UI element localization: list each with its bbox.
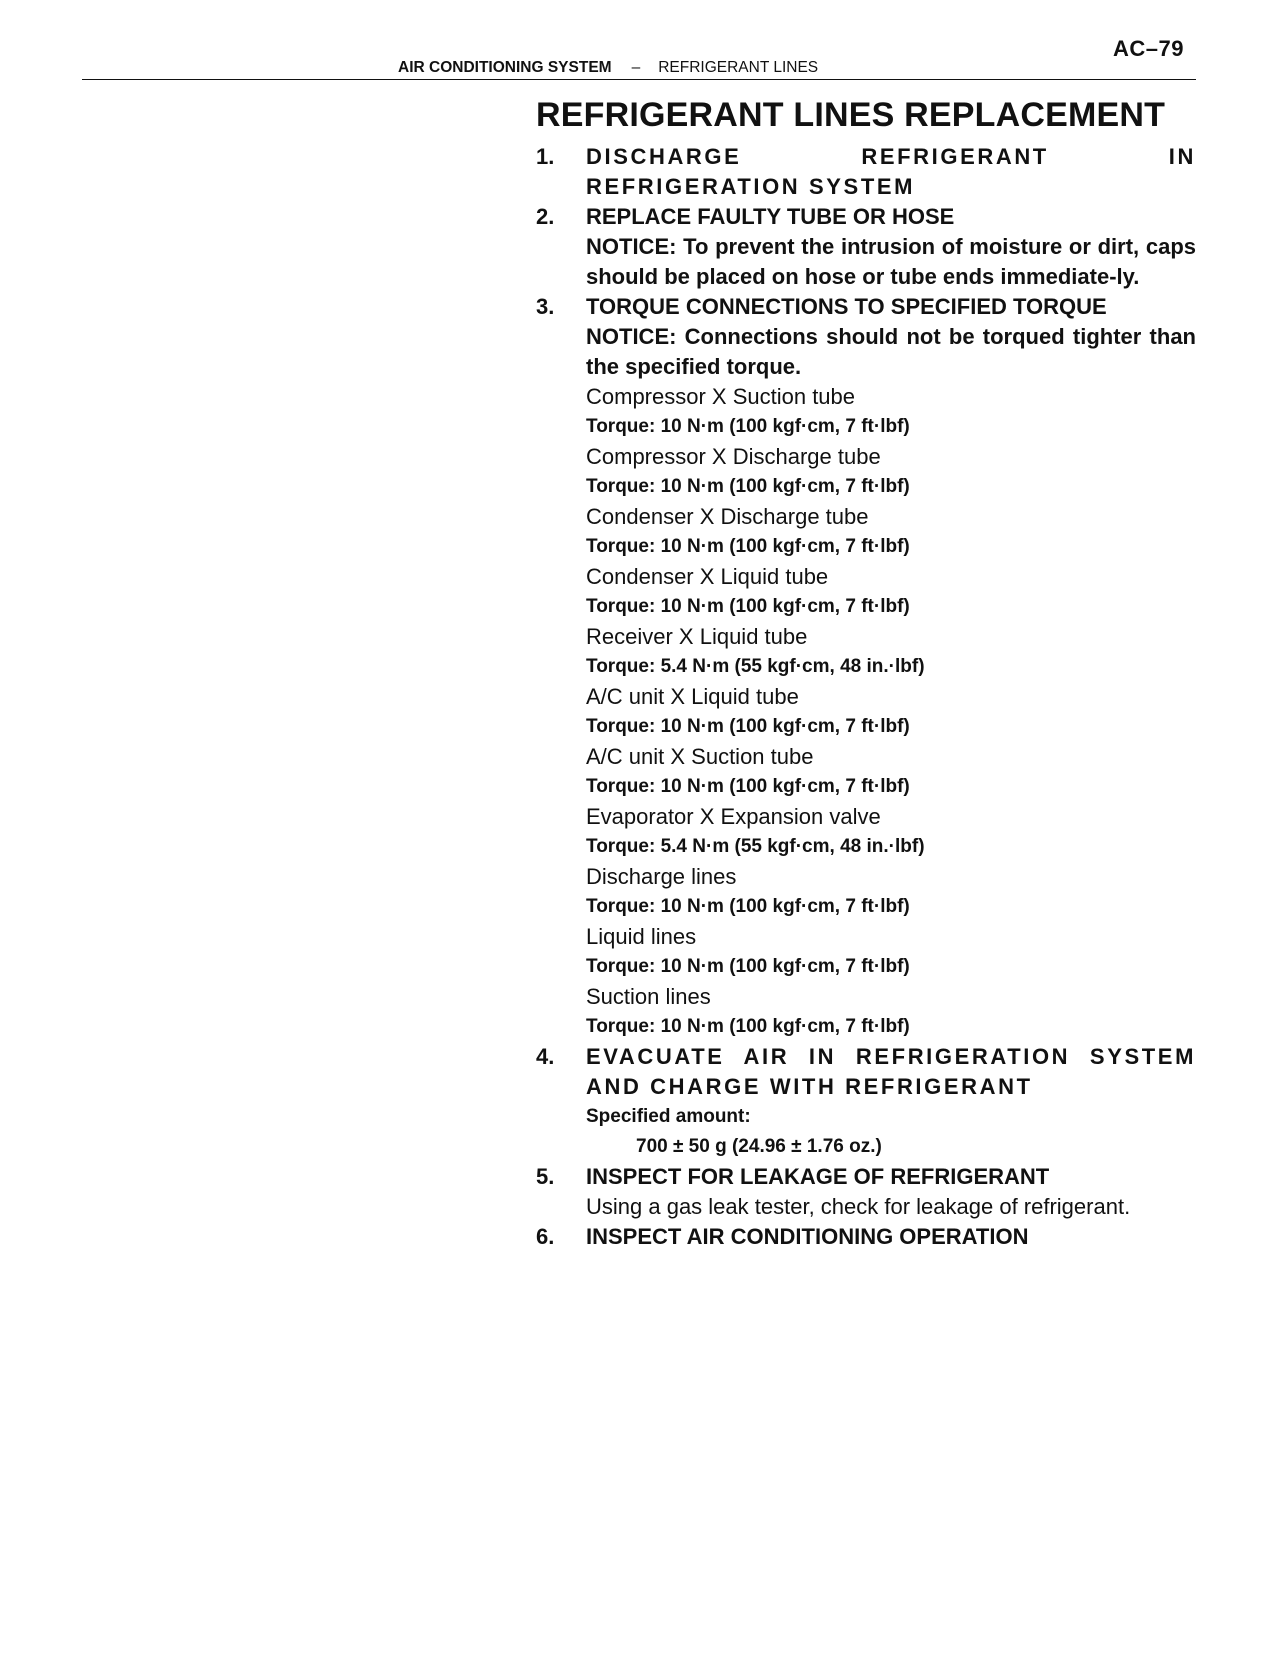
- torque-spec: Torque: 5.4 N·m (55 kgf·cm, 48 in.·lbf): [586, 836, 925, 857]
- connection-name: Compressor X Suction tube: [586, 384, 856, 409]
- page-content: [536, 92, 1196, 1252]
- step-title: INSPECT AIR CONDITIONING OPERATION: [586, 1224, 1029, 1249]
- step-6: [536, 1222, 1196, 1252]
- connection-name: Receiver X Liquid tube: [586, 624, 808, 649]
- connection-name: Condenser X Liquid tube: [586, 564, 829, 589]
- connection-name: Evaporator X Expansion valve: [586, 804, 881, 829]
- notice-text: NOTICE: Connections should not be torqued tighter than the specified torque.: [586, 324, 1196, 379]
- step-1: [536, 142, 1196, 202]
- step-number: 4.: [536, 1044, 555, 1069]
- connection-name: Compressor X Discharge tube: [586, 444, 881, 469]
- torque-spec: Torque: 10 N·m (100 kgf·cm, 7 ft·lbf): [586, 776, 910, 797]
- header-rule: [82, 79, 1196, 80]
- step-title: EVACUATE AIR IN REFRIGERATION SYSTEM AND CHARGE WITH REFRIGERANT: [586, 1044, 1196, 1099]
- connection-name: A/C unit X Liquid tube: [586, 684, 799, 709]
- torque-spec: Torque: 10 N·m (100 kgf·cm, 7 ft·lbf): [586, 716, 910, 737]
- step-title: REPLACE FAULTY TUBE OR HOSE: [586, 204, 955, 229]
- connection-name: A/C unit X Suction tube: [586, 744, 814, 769]
- torque-spec: Torque: 5.4 N·m (55 kgf·cm, 48 in.·lbf): [586, 656, 925, 677]
- step-title: DISCHARGE REFRIGERANT IN REFRIGERATION SYSTEM: [586, 144, 1196, 199]
- instruction-text: Using a gas leak tester, check for leakage of refrigerant.: [586, 1194, 1131, 1219]
- torque-spec: Torque: 10 N·m (100 kgf·cm, 7 ft·lbf): [586, 956, 910, 977]
- step-number: 2.: [536, 204, 555, 229]
- connection-name: Condenser X Discharge tube: [586, 504, 869, 529]
- notice-text: NOTICE: To prevent the intrusion of moisture or dirt, caps should be placed on hose or tube ends immediate-ly.: [586, 234, 1196, 289]
- step-number: 3.: [536, 294, 555, 319]
- header-system: AIR CONDITIONING SYSTEM: [398, 59, 612, 76]
- torque-spec: Torque: 10 N·m (100 kgf·cm, 7 ft·lbf): [586, 896, 910, 917]
- step-3: [536, 292, 1196, 1042]
- step-number: 5.: [536, 1164, 555, 1189]
- connection-name: Liquid lines: [586, 924, 697, 949]
- torque-spec: Torque: 10 N·m (100 kgf·cm, 7 ft·lbf): [586, 1016, 910, 1037]
- connection-name: Discharge lines: [586, 864, 737, 889]
- running-header: [398, 59, 818, 77]
- spec-value: 700 ± 50 g (24.96 ± 1.76 oz.): [636, 1136, 882, 1157]
- torque-spec: Torque: 10 N·m (100 kgf·cm, 7 ft·lbf): [586, 416, 910, 437]
- torque-list: [586, 382, 1196, 1042]
- step-title: TORQUE CONNECTIONS TO SPECIFIED TORQUE: [586, 294, 1107, 319]
- connection-name: Suction lines: [586, 984, 711, 1009]
- torque-spec: Torque: 10 N·m (100 kgf·cm, 7 ft·lbf): [586, 536, 910, 557]
- step-4: [536, 1042, 1196, 1162]
- header-section: REFRIGERANT LINES: [658, 59, 819, 76]
- header-separator: –: [631, 59, 641, 76]
- torque-spec: Torque: 10 N·m (100 kgf·cm, 7 ft·lbf): [586, 596, 910, 617]
- step-2: [536, 202, 1196, 292]
- step-number: 6.: [536, 1224, 555, 1249]
- step-5: [536, 1162, 1196, 1222]
- step-title: INSPECT FOR LEAKAGE OF REFRIGERANT: [586, 1164, 1050, 1189]
- step-number: 1.: [536, 144, 555, 169]
- spec-label: Specified amount:: [586, 1106, 751, 1127]
- page-number: AC–79: [1113, 36, 1184, 61]
- torque-spec: Torque: 10 N·m (100 kgf·cm, 7 ft·lbf): [586, 476, 910, 497]
- page-title: REFRIGERANT LINES REPLACEMENT: [536, 96, 1166, 134]
